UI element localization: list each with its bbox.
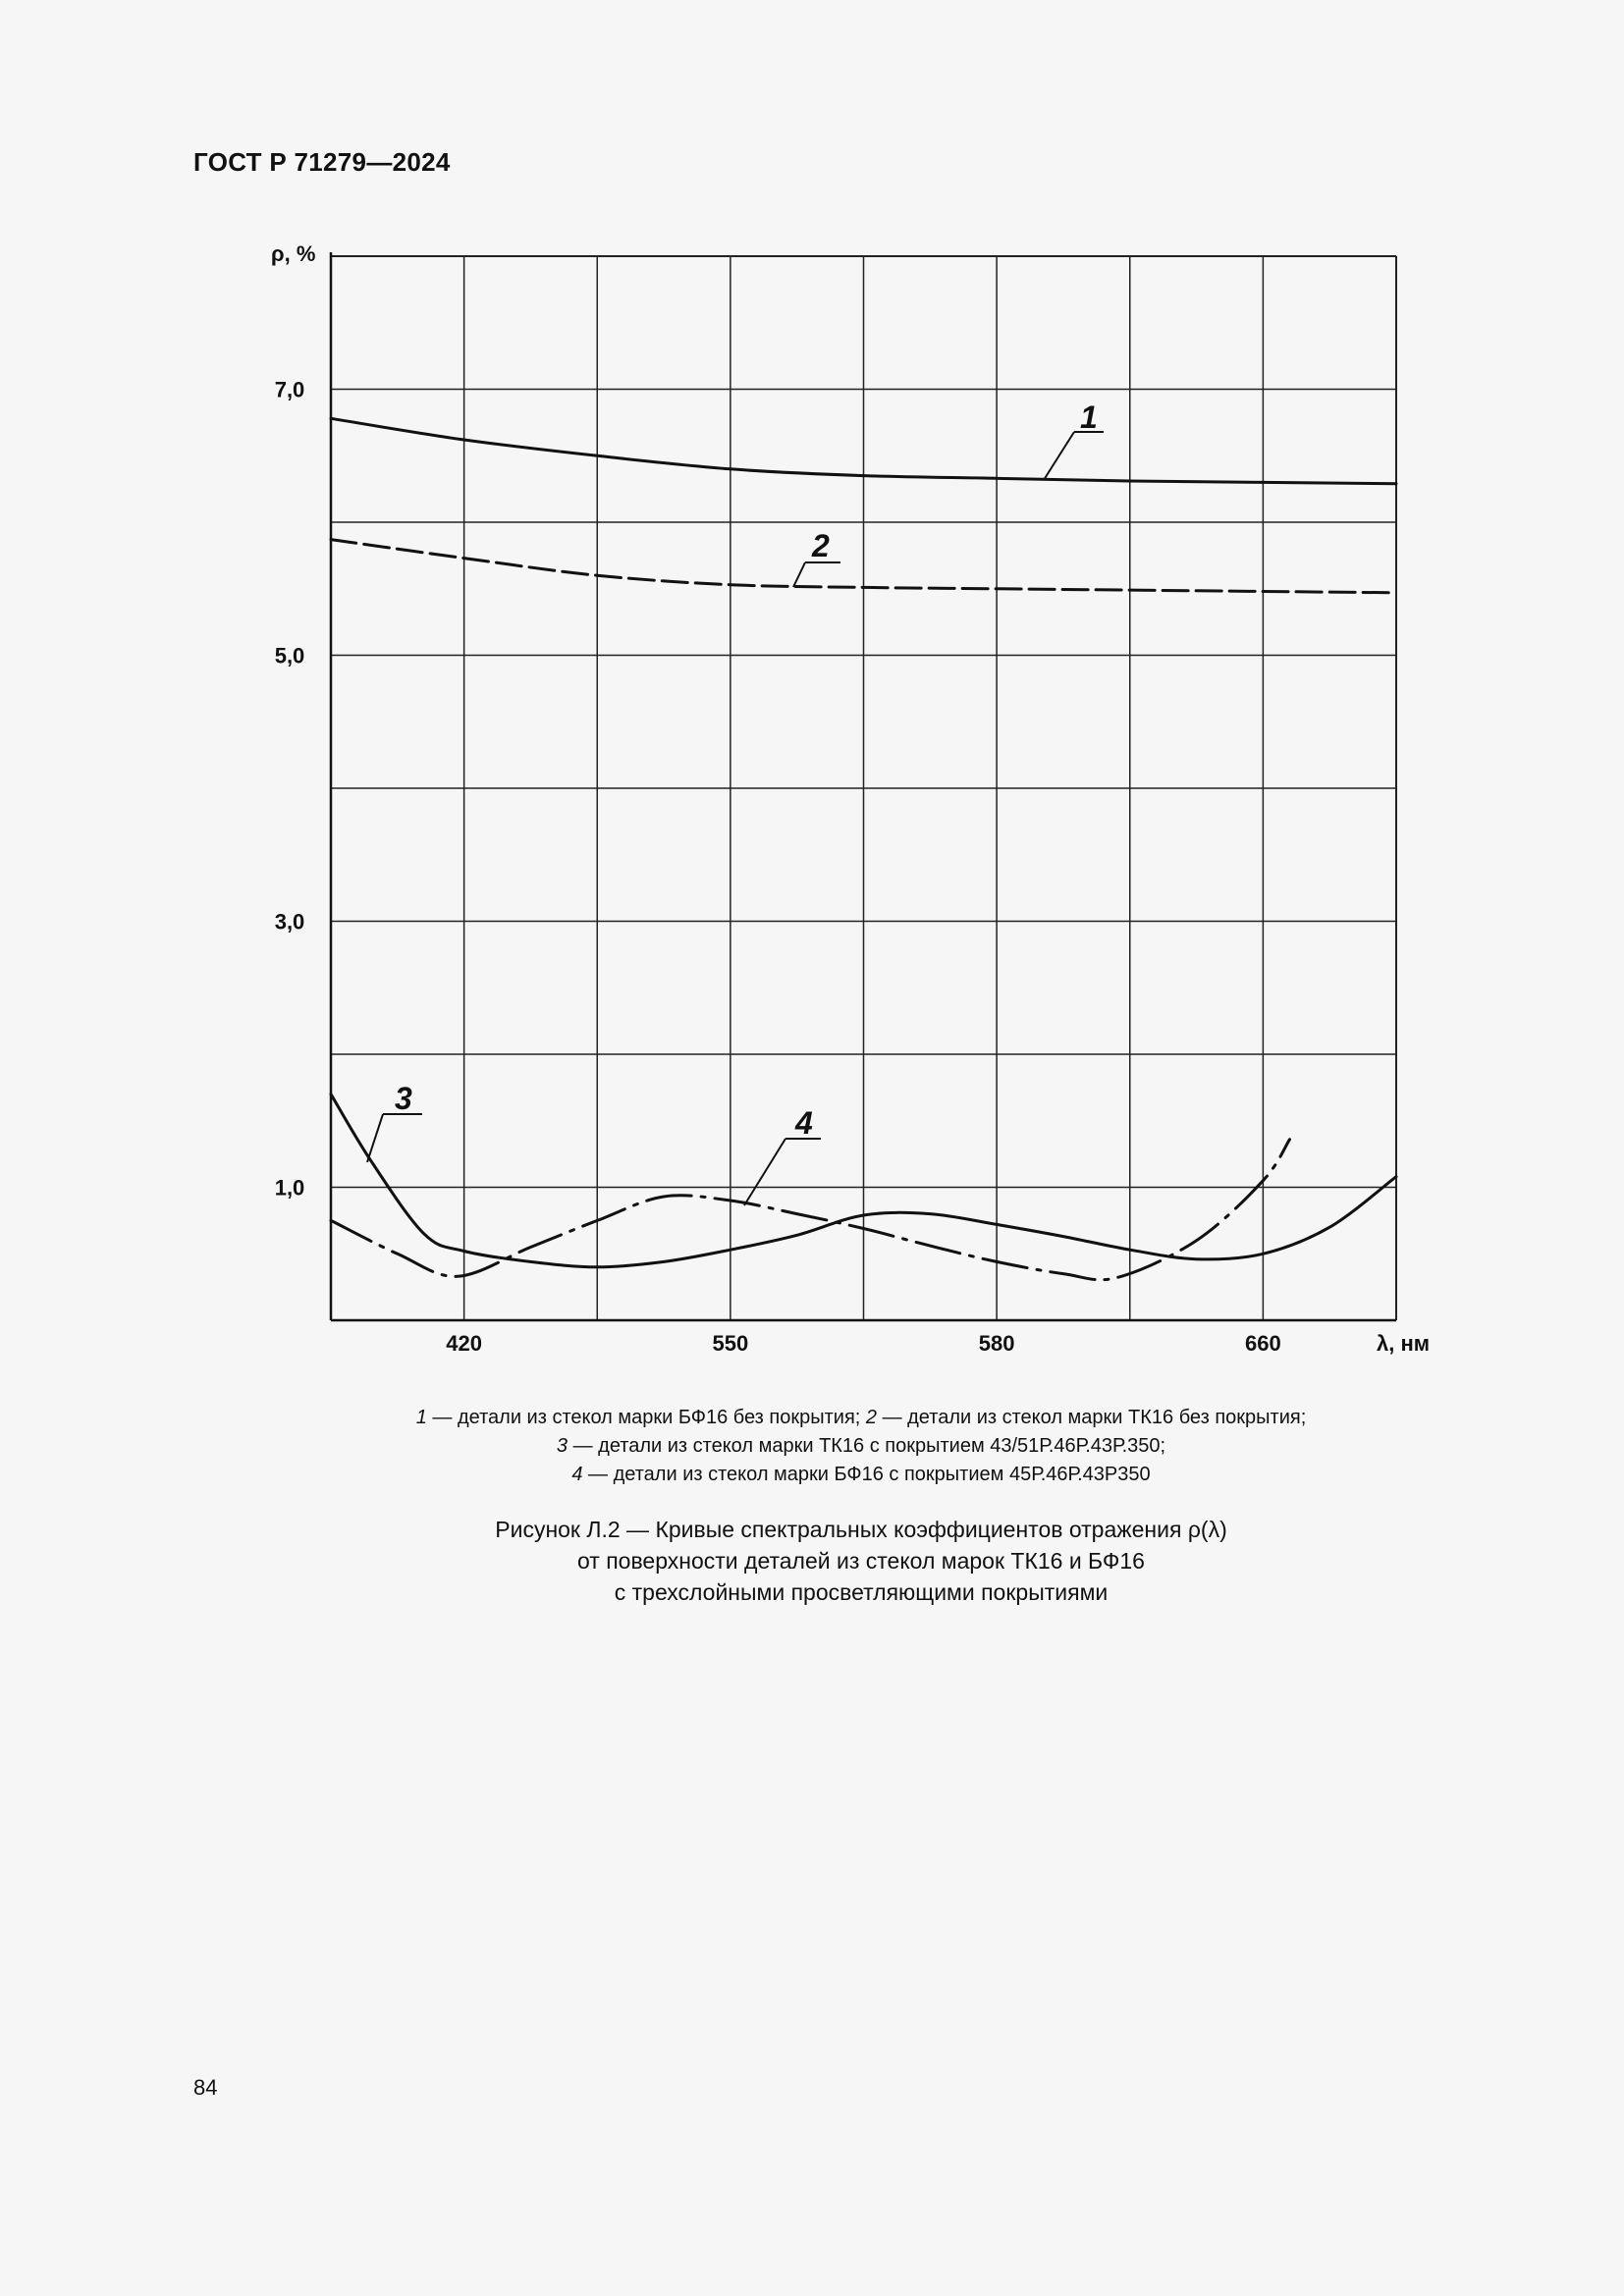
callout-3 bbox=[367, 1081, 422, 1162]
legend-line-2 bbox=[196, 1432, 1526, 1461]
curve-label-3: 3 bbox=[395, 1081, 412, 1116]
caption-line-2: от поверхности деталей из стекол марок ТК16 и БФ16 bbox=[577, 1548, 1145, 1574]
callout-1 bbox=[1044, 400, 1104, 480]
page-number: 84 bbox=[193, 2075, 218, 2100]
x-tick-label: 420 bbox=[446, 1331, 482, 1356]
document-header: ГОСТ Р 71279—2024 bbox=[193, 147, 451, 177]
legend-item-3-num: 3 bbox=[556, 1435, 568, 1457]
caption-line-1: Рисунок Л.2 — Кривые спектральных коэффициентов отражения ρ(λ) bbox=[495, 1517, 1227, 1542]
legend-item-3-text: — детали из стекол марки ТК16 с покрытием 43/51Р.46Р.43Р.350; bbox=[568, 1435, 1166, 1457]
legend-item-2-num: 2 bbox=[865, 1407, 878, 1428]
figure-caption bbox=[196, 1514, 1526, 1608]
callout-4 bbox=[744, 1105, 821, 1205]
y-tick-label: 7,0 bbox=[274, 377, 305, 402]
curve-label-2: 2 bbox=[812, 528, 830, 563]
legend-line-3 bbox=[196, 1461, 1526, 1489]
figure-legend bbox=[196, 1404, 1526, 1489]
legend-line-1 bbox=[196, 1404, 1526, 1432]
x-tick-label: 660 bbox=[1245, 1331, 1281, 1356]
curve-label-4: 4 bbox=[795, 1105, 813, 1141]
callout-1-leader bbox=[1044, 432, 1074, 480]
callout-2-leader bbox=[793, 562, 805, 587]
x-tick-label: 580 bbox=[978, 1331, 1015, 1356]
y-tick-label: 1,0 bbox=[274, 1175, 305, 1201]
legend-item-4-text: — детали из стекол марки БФ16 с покрытием 45Р.46Р.43Р350 bbox=[582, 1464, 1151, 1485]
callout-4-leader bbox=[744, 1139, 785, 1205]
legend-item-2-text: — детали из стекол марки ТК16 без покрытия; bbox=[877, 1407, 1307, 1428]
y-axis-label: ρ, % bbox=[271, 241, 316, 266]
callout-3-leader bbox=[367, 1114, 383, 1162]
curve-label-1: 1 bbox=[1080, 400, 1098, 435]
callout-2 bbox=[793, 528, 840, 587]
legend-item-1-text: — детали из стекол марки БФ16 без покрытия; bbox=[426, 1407, 861, 1428]
legend-item-4-num: 4 bbox=[571, 1464, 583, 1485]
y-tick-label: 5,0 bbox=[274, 643, 305, 668]
y-tick-label: 3,0 bbox=[274, 909, 305, 934]
series-4-line bbox=[331, 1140, 1290, 1280]
caption-line-3: с трехслойными просветляющими покрытиями bbox=[614, 1579, 1109, 1605]
legend-item-1-num: 1 bbox=[415, 1407, 427, 1428]
chart-grid bbox=[331, 252, 1396, 1320]
x-axis-label: λ, нм bbox=[1377, 1331, 1431, 1356]
x-tick-label: 550 bbox=[712, 1331, 749, 1356]
